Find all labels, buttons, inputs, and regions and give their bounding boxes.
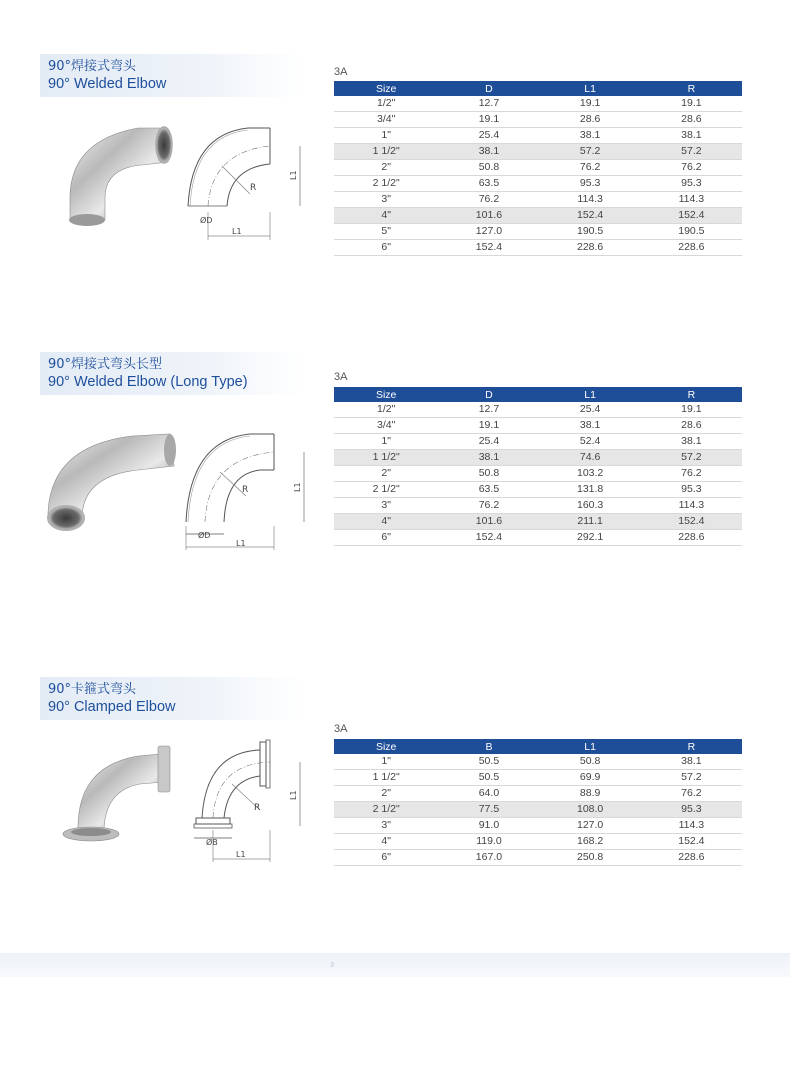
title-chinese: 90°焊接式弯头	[48, 59, 137, 74]
table-row	[334, 192, 742, 208]
table-cell: 50.8	[438, 466, 539, 482]
drawing-label-radius: R	[254, 803, 261, 813]
table-cell: 114.3	[641, 498, 742, 514]
table-cell: 38.1	[641, 434, 742, 450]
table-row	[334, 418, 742, 434]
drawing-label-diameter: ØD	[198, 531, 211, 540]
table-cell: 91.0	[438, 818, 539, 834]
table-cell: 3/4"	[334, 418, 438, 434]
table-cell: 211.1	[540, 514, 641, 530]
table-cell: 50.5	[438, 754, 539, 770]
table-cell: 1 1/2"	[334, 770, 438, 786]
table-cell: 25.4	[438, 434, 539, 450]
table-cell: 168.2	[540, 834, 641, 850]
table-cell: 57.2	[540, 144, 641, 160]
table-cell: 2"	[334, 160, 438, 176]
technical-drawing-clamped-elbow	[182, 738, 312, 863]
table-row	[334, 112, 742, 128]
table-cell: 131.8	[540, 482, 641, 498]
table-cell: 152.4	[438, 530, 539, 546]
standard-label: 3A	[334, 723, 348, 735]
drawing-label-length-v: L1	[293, 482, 302, 492]
table-cell: 63.5	[438, 482, 539, 498]
drawing-label-length-v: L1	[289, 790, 298, 800]
table-cell: 1"	[334, 434, 438, 450]
table-row	[334, 834, 742, 850]
table-cell: 19.1	[438, 112, 539, 128]
table-cell: 50.8	[438, 160, 539, 176]
table-cell: 2 1/2"	[334, 176, 438, 192]
column-header: L1	[540, 739, 641, 754]
table-cell: 63.5	[438, 176, 539, 192]
table-cell: 52.4	[540, 434, 641, 450]
table-cell: 38.1	[641, 128, 742, 144]
table-cell: 101.6	[438, 208, 539, 224]
technical-drawing-welded-elbow-long	[180, 430, 310, 555]
table-cell: 95.3	[641, 802, 742, 818]
table-row	[334, 208, 742, 224]
table-cell: 1 1/2"	[334, 144, 438, 160]
table-cell: 38.1	[438, 450, 539, 466]
table-cell: 76.2	[438, 192, 539, 208]
column-header: Size	[334, 387, 438, 402]
table-header-row	[334, 81, 742, 96]
table-cell: 76.2	[438, 498, 539, 514]
column-header: L1	[540, 387, 641, 402]
drawing-label-radius: R	[242, 485, 249, 495]
table-row	[334, 514, 742, 530]
column-header: R	[641, 387, 742, 402]
table-cell: 74.6	[540, 450, 641, 466]
table-cell: 3"	[334, 498, 438, 514]
table-row	[334, 402, 742, 418]
table-cell: 19.1	[641, 402, 742, 418]
table-cell: 6"	[334, 240, 438, 256]
section-title	[40, 352, 304, 395]
drawing-label-length-v: L1	[289, 170, 298, 180]
table-cell: 5"	[334, 224, 438, 240]
title-english: 90° Welded Elbow (Long Type)	[48, 374, 248, 390]
table-cell: 190.5	[540, 224, 641, 240]
table-cell: 2"	[334, 466, 438, 482]
table-cell: 152.4	[641, 834, 742, 850]
title-chinese: 90°焊接式弯头长型	[48, 357, 163, 372]
table-cell: 127.0	[540, 818, 641, 834]
column-header: R	[641, 81, 742, 96]
table-cell: 101.6	[438, 514, 539, 530]
table-row	[334, 754, 742, 770]
table-cell: 64.0	[438, 786, 539, 802]
table-row	[334, 450, 742, 466]
table-cell: 228.6	[641, 240, 742, 256]
table-cell: 3"	[334, 818, 438, 834]
table-cell: 19.1	[438, 418, 539, 434]
table-cell: 1 1/2"	[334, 450, 438, 466]
table-cell: 152.4	[641, 514, 742, 530]
table-cell: 76.2	[641, 466, 742, 482]
table-cell: 152.4	[540, 208, 641, 224]
table-row	[334, 466, 742, 482]
table-cell: 1/2"	[334, 96, 438, 112]
table-cell: 76.2	[540, 160, 641, 176]
title-english: 90° Clamped Elbow	[48, 699, 176, 715]
table-cell: 38.1	[540, 418, 641, 434]
table-cell: 4"	[334, 834, 438, 850]
table-cell: 28.6	[540, 112, 641, 128]
table-cell: 2 1/2"	[334, 802, 438, 818]
column-header: L1	[540, 81, 641, 96]
title-chinese: 90°卡箍式弯头	[48, 682, 137, 697]
table-row	[334, 128, 742, 144]
table-cell: 77.5	[438, 802, 539, 818]
table-cell: 114.3	[540, 192, 641, 208]
table-cell: 25.4	[438, 128, 539, 144]
technical-drawing-welded-elbow	[182, 124, 312, 244]
table-cell: 103.2	[540, 466, 641, 482]
table-cell: 1"	[334, 754, 438, 770]
table-cell: 119.0	[438, 834, 539, 850]
table-cell: 1/2"	[334, 402, 438, 418]
table-header-row	[334, 739, 742, 754]
table-row	[334, 498, 742, 514]
table-cell: 57.2	[641, 450, 742, 466]
table-row	[334, 482, 742, 498]
table-cell: 6"	[334, 850, 438, 866]
table-cell: 95.3	[641, 482, 742, 498]
table-cell: 88.9	[540, 786, 641, 802]
column-header: B	[438, 739, 539, 754]
table-row	[334, 224, 742, 240]
table-cell: 19.1	[540, 96, 641, 112]
table-cell: 127.0	[438, 224, 539, 240]
column-header: D	[438, 387, 539, 402]
table-cell: 25.4	[540, 402, 641, 418]
table-cell: 28.6	[641, 418, 742, 434]
table-cell: 76.2	[641, 160, 742, 176]
table-cell: 167.0	[438, 850, 539, 866]
table-cell: 160.3	[540, 498, 641, 514]
table-row	[334, 818, 742, 834]
table-row	[334, 176, 742, 192]
table-cell: 3/4"	[334, 112, 438, 128]
drawing-label-length-h: L1	[236, 850, 246, 859]
table-cell: 69.9	[540, 770, 641, 786]
drawing-label-length-h: L1	[236, 539, 246, 548]
footer-band	[0, 953, 790, 977]
page-number: 3	[330, 962, 334, 969]
drawing-label-diameter: ØD	[200, 216, 213, 225]
spec-table-welded-elbow	[334, 81, 742, 256]
product-photo-welded-elbow	[60, 110, 180, 230]
table-cell: 76.2	[641, 786, 742, 802]
table-cell: 6"	[334, 530, 438, 546]
table-cell: 228.6	[641, 850, 742, 866]
column-header: D	[438, 81, 539, 96]
table-cell: 1"	[334, 128, 438, 144]
table-cell: 292.1	[540, 530, 641, 546]
table-cell: 19.1	[641, 96, 742, 112]
spec-table-welded-elbow-long	[334, 387, 742, 546]
table-cell: 57.2	[641, 144, 742, 160]
table-cell: 190.5	[641, 224, 742, 240]
table-row	[334, 96, 742, 112]
table-row	[334, 434, 742, 450]
table-row	[334, 802, 742, 818]
table-cell: 228.6	[641, 530, 742, 546]
column-header: Size	[334, 81, 438, 96]
table-cell: 50.8	[540, 754, 641, 770]
table-cell: 228.6	[540, 240, 641, 256]
standard-label: 3A	[334, 66, 348, 78]
table-cell: 4"	[334, 208, 438, 224]
table-cell: 152.4	[641, 208, 742, 224]
table-cell: 2"	[334, 786, 438, 802]
section-title	[40, 54, 304, 97]
table-cell: 50.5	[438, 770, 539, 786]
table-cell: 38.1	[641, 754, 742, 770]
drawing-label-length-h: L1	[232, 227, 242, 236]
table-header-row	[334, 387, 742, 402]
table-cell: 3"	[334, 192, 438, 208]
drawing-label-radius: R	[250, 183, 257, 193]
table-cell: 4"	[334, 514, 438, 530]
column-header: R	[641, 739, 742, 754]
table-cell: 57.2	[641, 770, 742, 786]
drawing-label-diameter: ØB	[206, 838, 218, 847]
table-cell: 250.8	[540, 850, 641, 866]
product-photo-welded-elbow-long	[42, 428, 182, 543]
table-row	[334, 240, 742, 256]
table-cell: 38.1	[438, 144, 539, 160]
table-cell: 95.3	[641, 176, 742, 192]
title-english: 90° Welded Elbow	[48, 76, 167, 92]
table-cell: 12.7	[438, 96, 539, 112]
product-photo-clamped-elbow	[58, 738, 183, 848]
table-cell: 152.4	[438, 240, 539, 256]
table-row	[334, 530, 742, 546]
table-cell: 108.0	[540, 802, 641, 818]
table-cell: 38.1	[540, 128, 641, 144]
table-row	[334, 144, 742, 160]
table-row	[334, 160, 742, 176]
table-cell: 95.3	[540, 176, 641, 192]
table-cell: 2 1/2"	[334, 482, 438, 498]
standard-label: 3A	[334, 371, 348, 383]
table-row	[334, 786, 742, 802]
table-row	[334, 850, 742, 866]
table-row	[334, 770, 742, 786]
table-cell: 12.7	[438, 402, 539, 418]
table-cell: 114.3	[641, 192, 742, 208]
table-cell: 28.6	[641, 112, 742, 128]
spec-table-clamped-elbow	[334, 739, 742, 866]
table-cell: 114.3	[641, 818, 742, 834]
section-title	[40, 677, 304, 720]
column-header: Size	[334, 739, 438, 754]
